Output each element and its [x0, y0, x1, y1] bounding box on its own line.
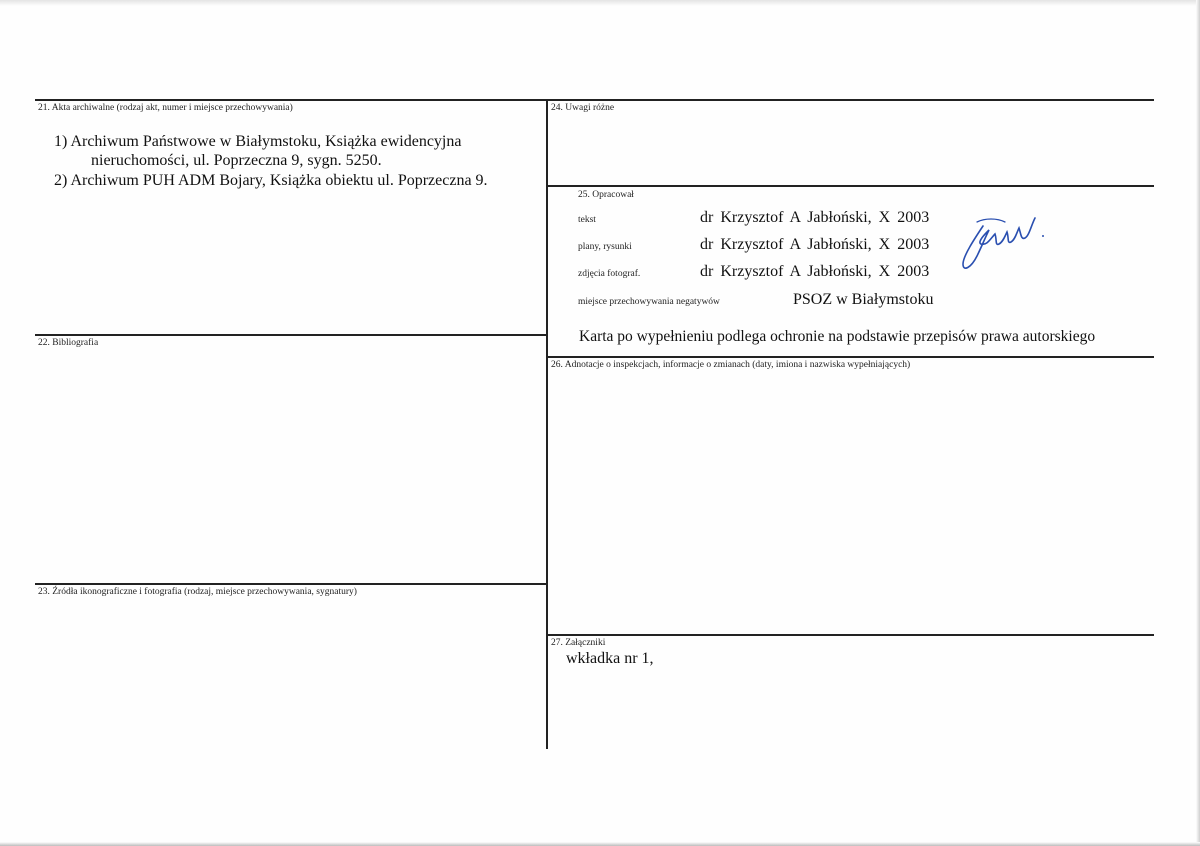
rule-21-22	[35, 334, 547, 336]
attachments-value: wkładka nr 1,	[566, 650, 654, 667]
negatives-location-label: miejsce przechowywania negatywów	[578, 297, 720, 307]
copyright-note: Karta po wypełnieniu podlega ochronie na podstawie przepisów prawa autorskiego	[579, 328, 1096, 345]
section-26-label: 26. Adnotacje o inspekcjach, informacje o zmianach (daty, imiona i nazwiska wypełniających)	[551, 360, 911, 370]
section-21-label: 21. Akta archiwalne (rodzaj akt, numer i miejsce przechowywania)	[38, 103, 293, 113]
rule-top-left	[35, 99, 547, 101]
rule-22-23	[35, 583, 547, 585]
rule-24-25	[547, 185, 1154, 187]
scan-edge-top	[0, 0, 1200, 6]
section-27-label: 27. Załączniki	[551, 638, 606, 648]
author-row-value-plans: dr Krzysztof A Jabłoński, X 2003	[700, 236, 930, 253]
negatives-location-value: PSOZ w Białymstoku	[793, 291, 934, 308]
author-row-value-text: dr Krzysztof A Jabłoński, X 2003	[700, 209, 930, 226]
archive-entry-1: 1) Archiwum Państwowe w Białymstoku, Książka ewidencyjna	[54, 133, 462, 150]
rule-top-right	[547, 99, 1154, 101]
section-22-label: 22. Bibliografia	[38, 338, 99, 348]
rule-25-26	[547, 356, 1154, 358]
rule-26-27	[547, 634, 1154, 636]
author-row-label-photos: zdjęcia fotograf.	[578, 269, 641, 279]
scan-edge-bottom	[0, 842, 1200, 846]
handwritten-signature-icon	[955, 208, 1050, 278]
archive-entry-2: 2) Archiwum PUH ADM Bojary, Książka obiektu ul. Poprzeczna 9.	[54, 172, 488, 189]
section-23-label: 23. Źródła ikonograficzne i fotografia (rodzaj, miejsce przechowywania, sygnatury)	[38, 587, 357, 597]
author-row-label-text: tekst	[578, 215, 596, 225]
author-row-value-photos: dr Krzysztof A Jabłoński, X 2003	[700, 263, 930, 280]
author-row-label-plans: plany, rysunki	[578, 242, 632, 252]
section-25-label: 25. Opracował	[578, 190, 634, 200]
section-24-label: 24. Uwagi różne	[551, 103, 615, 113]
archive-entry-1-cont: nieruchomości, ul. Poprzeczna 9, sygn. 5250.	[91, 152, 382, 169]
scan-edge-right	[1196, 0, 1200, 846]
column-divider	[546, 99, 548, 749]
